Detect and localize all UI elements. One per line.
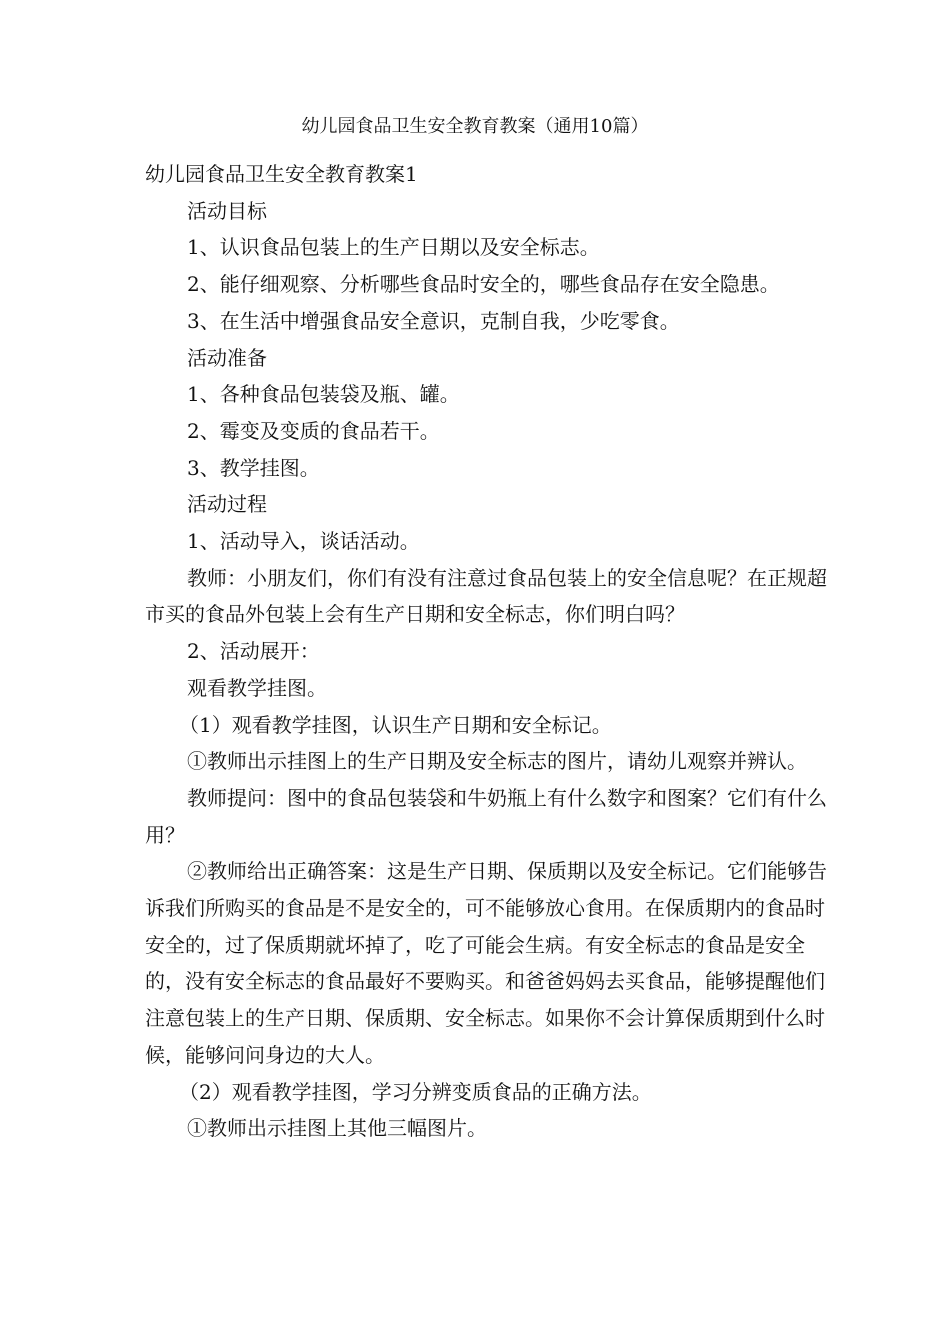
document-title: 幼儿园食品卫生安全教育教案（通用10篇） [301,116,649,137]
paragraph: 1、认识食品包装上的生产日期以及安全标志。 [187,235,600,260]
section-heading: 幼儿园食品卫生安全教育教案1 [145,162,418,186]
paragraph: 活动目标 [187,198,267,223]
paragraph: （1）观看教学挂图，认识生产日期和安全标记。 [179,712,612,737]
paragraph: 2、霉变及变质的食品若干。 [187,418,440,443]
paragraph: ②教师给出正确答案：这是生产日期、保质期以及安全标记。它们能够告诉我们所购买的食品是不是安全的，可不能够放心食用。在保质期内的食品时安全的，过了保质期就坏掉了，吃了可能会生病。有安全标志的食品是安全的，没有安全标志的食品最好不要购买。和爸爸妈妈去买食品，能够提醒他们注意包装上的生产日期、保质期、安全标志。如果你不会计算保质期到什么时候，能够问问身边的大人。 [145,859,827,1067]
paragraph: 1、各种食品包装袋及瓶、罐。 [187,382,460,407]
paragraph: 教师提问：图中的食品包装袋和牛奶瓶上有什么数字和图案？它们有什么用？ [145,785,827,847]
paragraph: 3、教学挂图。 [187,455,320,480]
paragraph: 2、能仔细观察、分析哪些食品时安全的，哪些食品存在安全隐患。 [187,272,780,297]
document-body [145,156,835,1147]
paragraph: ①教师出示挂图上的生产日期及安全标志的图片，请幼儿观察并辨认。 [187,749,807,774]
paragraph: 2、活动展开： [187,639,320,664]
paragraph: （2）观看教学挂图，学习分辨变质食品的正确方法。 [179,1079,652,1104]
paragraph: 教师：小朋友们，你们有没有注意过食品包装上的安全信息呢？在正规超市买的食品外包装上会有生产日期和安全标志，你们明白吗？ [145,565,827,627]
paragraph: 活动过程 [187,492,267,517]
paragraph: 观看教学挂图。 [187,675,327,700]
paragraph: 3、在生活中增强食品安全意识，克制自我，少吃零食。 [187,308,680,333]
paragraph: 活动准备 [187,345,267,370]
paragraph: ①教师出示挂图上其他三幅图片。 [187,1116,487,1141]
paragraph: 1、活动导入，谈话活动。 [187,529,420,554]
